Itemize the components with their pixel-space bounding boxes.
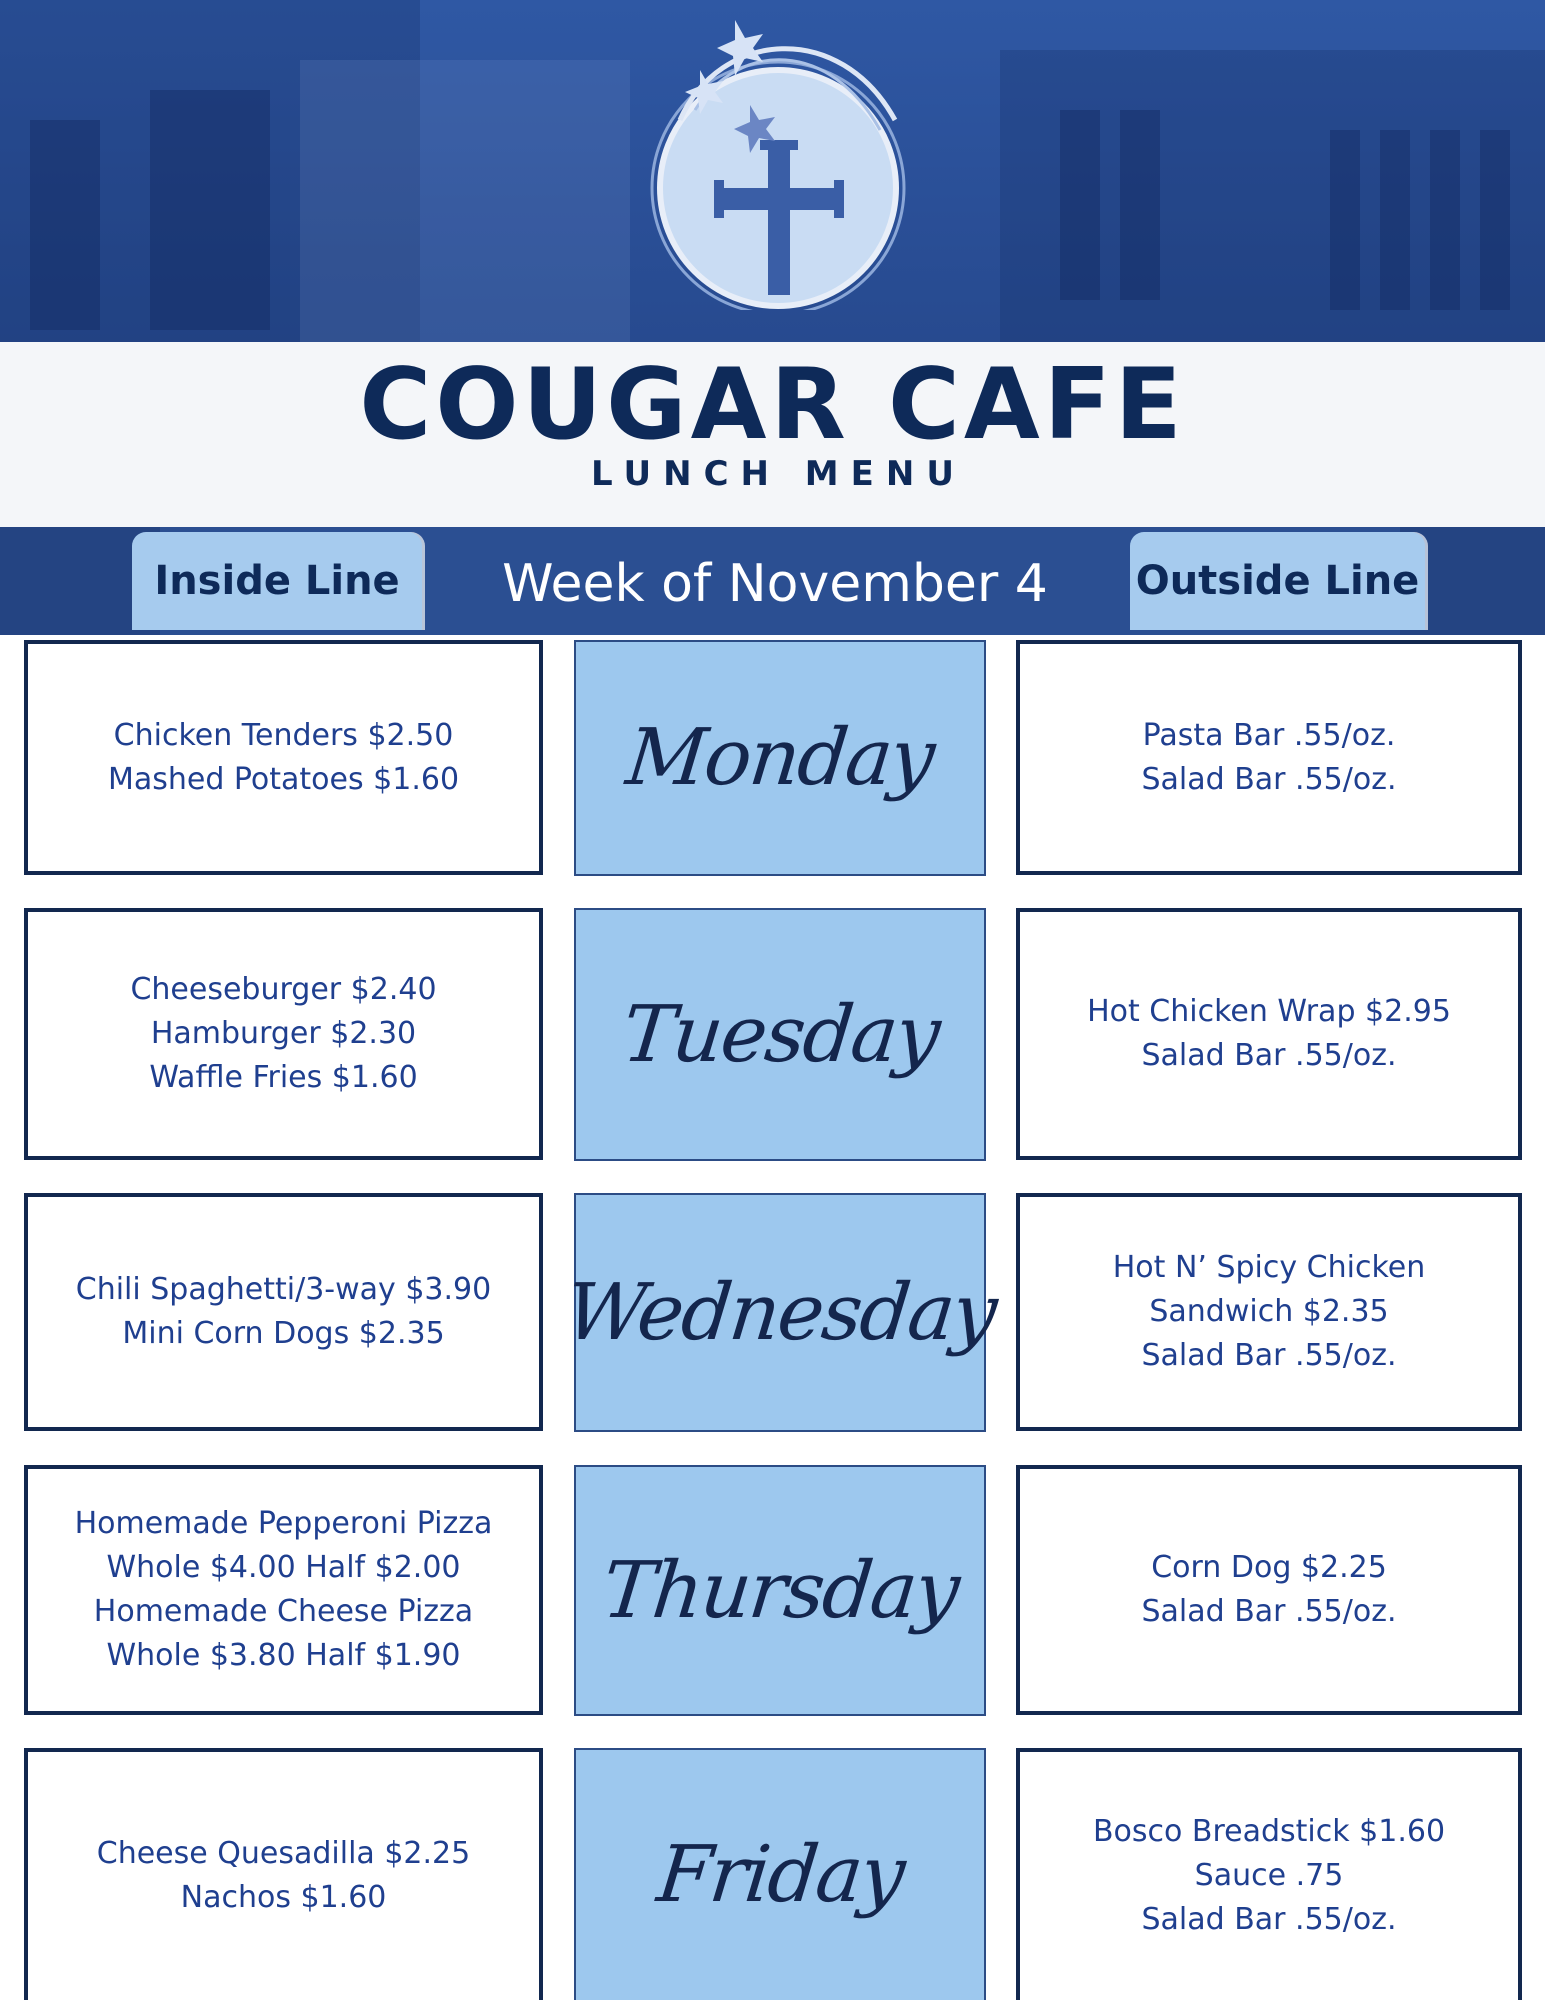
day-label: Wednesday	[560, 1267, 1000, 1358]
menu-item: Chicken Tenders $2.50	[113, 717, 454, 753]
menu-item: Bosco Breadstick $1.60	[1092, 1814, 1446, 1849]
menu-item: Waffle Fries $1.60	[149, 1060, 418, 1095]
menu-item: Whole $3.80 Half $1.90	[106, 1638, 461, 1673]
menu-item: Cheeseburger $2.40	[130, 972, 437, 1007]
week-label: Week of November 4	[502, 554, 1048, 614]
menu-item: Whole $4.00 Half $2.00	[106, 1550, 461, 1585]
menu-item: Chili Spaghetti/3-way $3.90	[75, 1272, 492, 1307]
cross-lily-icon	[640, 10, 920, 310]
menu-item: Pasta Bar .55/oz.	[1142, 717, 1396, 753]
building-window	[1380, 130, 1410, 310]
menu-grid	[0, 635, 1545, 2000]
day-label: Tuesday	[617, 989, 943, 1080]
menu-item: Nachos $1.60	[180, 1880, 387, 1915]
menu-item: Hot N’ Spicy Chicken	[1112, 1250, 1426, 1285]
building-window	[1480, 130, 1510, 310]
outside-line-tab: Outside Line	[1130, 532, 1425, 630]
building-window	[30, 120, 100, 330]
menu-item: Mashed Potatoes $1.60	[107, 761, 460, 797]
building-window	[150, 90, 270, 330]
thursday-outside-cell	[1016, 1465, 1522, 1715]
wednesday-outside-cell	[1016, 1193, 1522, 1431]
menu-item: Mini Corn Dogs $2.35	[122, 1316, 445, 1351]
page-subtitle: LUNCH MENU	[591, 454, 966, 494]
monday-outside-cell	[1016, 640, 1522, 875]
day-label: Monday	[622, 713, 938, 803]
friday-day-box	[574, 1748, 986, 2000]
day-label: Thursday	[598, 1545, 962, 1636]
tuesday-inside-cell	[24, 908, 543, 1160]
building-window	[1430, 130, 1460, 310]
menu-item: Cheese Quesadilla $2.25	[96, 1836, 471, 1871]
wednesday-inside-cell	[24, 1193, 543, 1431]
page-title: COUGAR CAFE	[359, 348, 1186, 462]
day-label: Friday	[652, 1830, 908, 1920]
header-hero	[0, 0, 1545, 342]
menu-item: Sandwich $2.35	[1149, 1294, 1389, 1329]
building-facade	[300, 60, 630, 342]
wednesday-day-box	[560, 1193, 1000, 1432]
tuesday-outside-cell	[1016, 908, 1522, 1160]
menu-item: Salad Bar .55/oz.	[1141, 1594, 1397, 1629]
menu-item: Sauce .75	[1194, 1858, 1344, 1893]
menu-item: Homemade Pepperoni Pizza	[74, 1506, 493, 1541]
menu-item: Hamburger $2.30	[150, 1016, 417, 1051]
inside-line-tab: Inside Line	[132, 532, 422, 630]
building-window	[1060, 110, 1100, 300]
building-window	[1330, 130, 1360, 310]
monday-inside-cell	[24, 640, 543, 875]
friday-inside-cell	[24, 1748, 543, 2000]
menu-item: Corn Dog $2.25	[1151, 1550, 1387, 1585]
menu-item: Salad Bar .55/oz.	[1141, 1038, 1397, 1073]
menu-item: Hot Chicken Wrap $2.95	[1087, 994, 1451, 1029]
monday-day-box	[574, 640, 986, 876]
thursday-inside-cell	[24, 1465, 543, 1715]
tuesday-day-box	[574, 908, 986, 1161]
friday-outside-cell	[1016, 1748, 1522, 2000]
menu-item: Salad Bar .55/oz.	[1141, 1338, 1397, 1373]
thursday-day-box	[574, 1465, 986, 1716]
menu-item: Salad Bar .55/oz.	[1141, 1902, 1397, 1937]
title-band	[0, 342, 1545, 527]
menu-item: Salad Bar .55/oz.	[1141, 761, 1397, 797]
menu-item: Homemade Cheese Pizza	[93, 1594, 474, 1629]
building-window	[1120, 110, 1160, 300]
